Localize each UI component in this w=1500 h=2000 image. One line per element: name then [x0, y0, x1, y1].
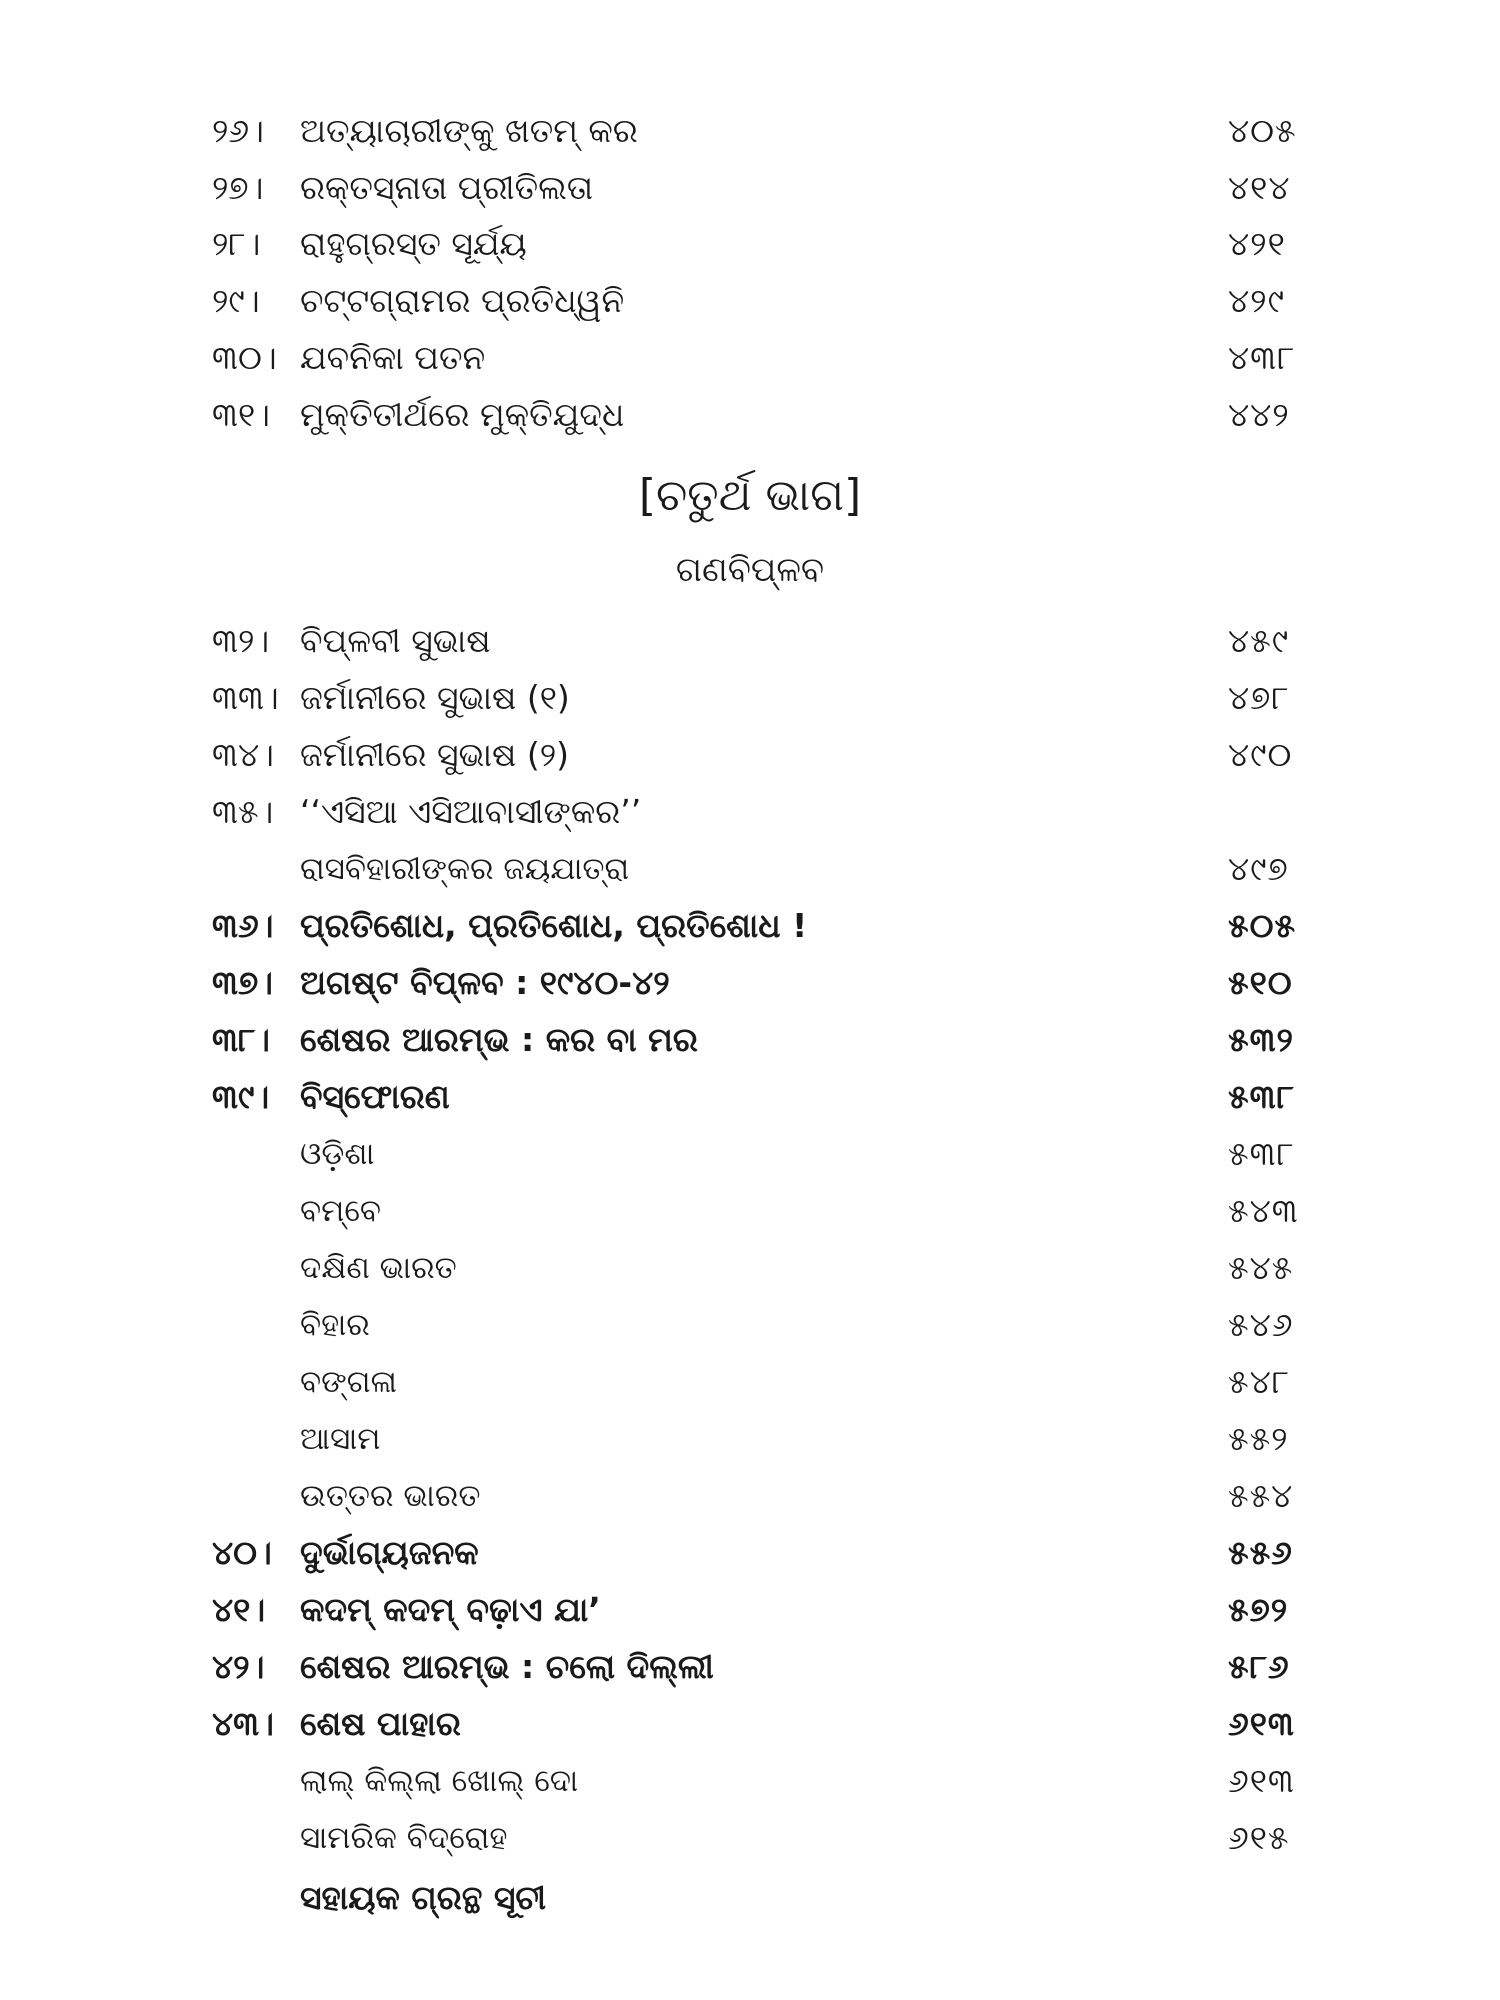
toc-entry	[0, 160, 1500, 216]
entry-number: ୩୨।	[212, 621, 270, 660]
entry-number: ୪୦।	[212, 1533, 272, 1572]
entry-title: ଜର୍ମାନୀରେ ସୁଭାଷ (୨)	[300, 735, 570, 774]
entry-page-number: ୪୫୯	[1228, 621, 1290, 660]
toc-subentry	[0, 1411, 1500, 1467]
toc-entry	[0, 1012, 1500, 1068]
entry-page-number: ୫୪୬	[1228, 1305, 1294, 1344]
entry-page-number: ୪୯୭	[1228, 849, 1289, 888]
entry-page-number: ୫୪୩	[1228, 1191, 1299, 1230]
entry-page-number: ୫୪୫	[1228, 1248, 1294, 1287]
entry-page-number: ୫୫୪	[1228, 1476, 1294, 1515]
entry-title: ଯବନିକା ପତନ	[300, 338, 486, 377]
entry-title: ରକ୍ତସ୍ନାତା ପ୍ରୀତିଲତା	[300, 168, 594, 207]
entry-title: ବିସ୍ଫୋରଣ	[300, 1077, 450, 1116]
entry-title: ଶେଷର ଆରମ୍ଭ : ଚଲୋ ଦିଲ୍ଲୀ	[300, 1647, 714, 1686]
entry-page-number: ୫୭୨	[1228, 1590, 1289, 1629]
entry-title: ଜର୍ମାନୀରେ ସୁଭାଷ (୧)	[300, 678, 570, 717]
entry-title: ଶେଷର ଆରମ୍ଭ : କର ବା ମର	[300, 1020, 698, 1059]
toc-subentry	[0, 1468, 1500, 1524]
entry-number: ୪୩।	[212, 1704, 274, 1743]
entry-number: ୩୮।	[212, 1020, 271, 1059]
entry-title: ବିହାର	[300, 1307, 370, 1343]
entry-number: ୪୧।	[212, 1590, 266, 1629]
entry-page-number: ୫୦୫	[1228, 906, 1297, 945]
toc-subentry	[0, 1354, 1500, 1410]
toc-subentry	[0, 1240, 1500, 1296]
bibliography-entry: ସହାୟକ ଗ୍ରନ୍ଥ ସୂଚୀ	[300, 1878, 547, 1917]
entry-number: ୨୮।	[212, 224, 261, 263]
entry-page-number: ୬୧୫	[1228, 1818, 1290, 1857]
entry-page-number: ୫୪୮	[1228, 1362, 1290, 1401]
entry-title: ବଙ୍ଗଳା	[300, 1364, 397, 1400]
toc-entry	[0, 1696, 1500, 1752]
entry-number: ୨୭।	[212, 168, 264, 207]
entry-page-number: ୫୧୦	[1228, 963, 1293, 1002]
entry-number: ୩୭।	[212, 963, 273, 1002]
entry-title: ବମ୍ବେ	[300, 1193, 382, 1229]
toc-entry	[0, 898, 1500, 954]
entry-number: ୩୪।	[212, 735, 274, 774]
entry-title: ମୁକ୍ତିତୀର୍ଥରେ ମୁକ୍ତିଯୁଦ୍ଧ	[300, 395, 625, 434]
entry-title: ସାମରିକ ବିଦ୍ରୋହ	[300, 1820, 508, 1856]
entry-title: ଉତ୍ତର ଭାରତ	[300, 1478, 481, 1514]
toc-subentry	[0, 1810, 1500, 1866]
entry-title: ଦକ୍ଷିଣ ଭାରତ	[300, 1250, 457, 1286]
toc-entry	[0, 1069, 1500, 1125]
toc-entry	[0, 273, 1500, 329]
entry-page-number: ୫୩୮	[1228, 1077, 1295, 1116]
entry-number: ୩୧।	[212, 395, 270, 434]
entry-page-number: ୫୫୨	[1228, 1419, 1289, 1458]
entry-page-number: ୪୧୪	[1228, 168, 1291, 207]
entry-title: ଅଗଷ୍ଟ ବିପ୍ଳବ : ୧୯୪୦-୪୨	[300, 963, 670, 1002]
toc-entry	[0, 387, 1500, 443]
entry-page-number: ୪୯୦	[1228, 735, 1293, 774]
entry-page-number: ୫୫୬	[1228, 1533, 1293, 1572]
part-subheading: ଗଣବିପ୍ଳବ	[675, 550, 825, 590]
toc-entry	[0, 1525, 1500, 1581]
entry-title: ରାହୁଗ୍ରସ୍ତ ସୂର୍ଯ୍ୟ	[300, 224, 527, 263]
entry-title: ଆସାମ	[300, 1421, 381, 1457]
toc-entry	[0, 216, 1500, 272]
entry-page-number: ୫୩୮	[1228, 1134, 1295, 1173]
entry-title: ଓଡ଼ିଶା	[300, 1136, 375, 1172]
entry-number: ୨୬।	[212, 111, 265, 150]
entry-title: ପ୍ରତିଶୋଧ, ପ୍ରତିଶୋଧ, ପ୍ରତିଶୋଧ !	[300, 906, 808, 945]
entry-title: ‘‘ଏସିଆ ଏସିଆବାସୀଙ୍କର’’	[300, 792, 642, 831]
toc-entry	[0, 613, 1500, 669]
entry-page-number: ୪୭୮	[1228, 678, 1290, 717]
toc-entry	[0, 103, 1500, 159]
entry-title: ରାସବିହାରୀଙ୍କର ଜୟଯାତ୍ରା	[300, 851, 630, 887]
entry-number: ୨୯।	[212, 281, 260, 320]
toc-entry	[0, 727, 1500, 783]
entry-title: ଲାଲ୍ କିଲ୍ଲା ଖୋଲ୍ ଦୋ	[300, 1763, 579, 1799]
toc-subentry	[0, 1297, 1500, 1353]
toc-entry	[0, 955, 1500, 1011]
entry-page-number: ୬୧୩	[1228, 1704, 1295, 1743]
entry-page-number: ୫୮୬	[1228, 1647, 1290, 1686]
toc-entry	[0, 1639, 1500, 1695]
entry-page-number: ୪୦୫	[1228, 111, 1297, 150]
toc-subentry	[0, 841, 1500, 897]
part-heading: [ଚତୁର୍ଥ ଭାଗ]	[638, 470, 862, 521]
entry-title: କଦମ୍ କଦମ୍ ବଢ଼ାଏ ଯା’	[300, 1590, 601, 1629]
toc-subentry	[0, 1753, 1500, 1809]
entry-title: ଦୁର୍ଭାଗ୍ୟଜନକ	[300, 1533, 479, 1572]
entry-number: ୩୫।	[212, 792, 274, 831]
entry-page-number: ୬୧୩	[1228, 1761, 1295, 1800]
toc-subentry	[0, 1183, 1500, 1239]
entry-number: ୩୩।	[212, 678, 279, 717]
entry-page-number: ୫୩୨	[1228, 1020, 1294, 1059]
entry-page-number: ୪୩୮	[1228, 338, 1296, 377]
entry-number: ୩୯।	[212, 1077, 270, 1116]
entry-page-number: ୪୪୨	[1228, 395, 1290, 434]
entry-number: ୩୬।	[212, 906, 274, 945]
entry-title: ଅତ୍ୟାଚାରୀଙ୍କୁ ଖତମ୍ କର	[300, 111, 638, 150]
entry-title: ଶେଷ ପାହାର	[300, 1704, 461, 1743]
entry-page-number: ୪୨୧	[1228, 224, 1286, 263]
entry-number: ୪୨।	[212, 1647, 265, 1686]
toc-entry	[0, 670, 1500, 726]
entry-page-number: ୪୨୯	[1228, 281, 1285, 320]
entry-number: ୩୦।	[212, 338, 277, 377]
toc-entry	[0, 330, 1500, 386]
toc-subentry	[0, 1126, 1500, 1182]
toc-entry	[0, 784, 1500, 840]
toc-entry	[0, 1582, 1500, 1638]
entry-title: ଚଟ୍ଟଗ୍ରାମର ପ୍ରତିଧ୍ୱନି	[300, 281, 625, 320]
entry-title: ବିପ୍ଳବୀ ସୁଭାଷ	[300, 621, 491, 660]
